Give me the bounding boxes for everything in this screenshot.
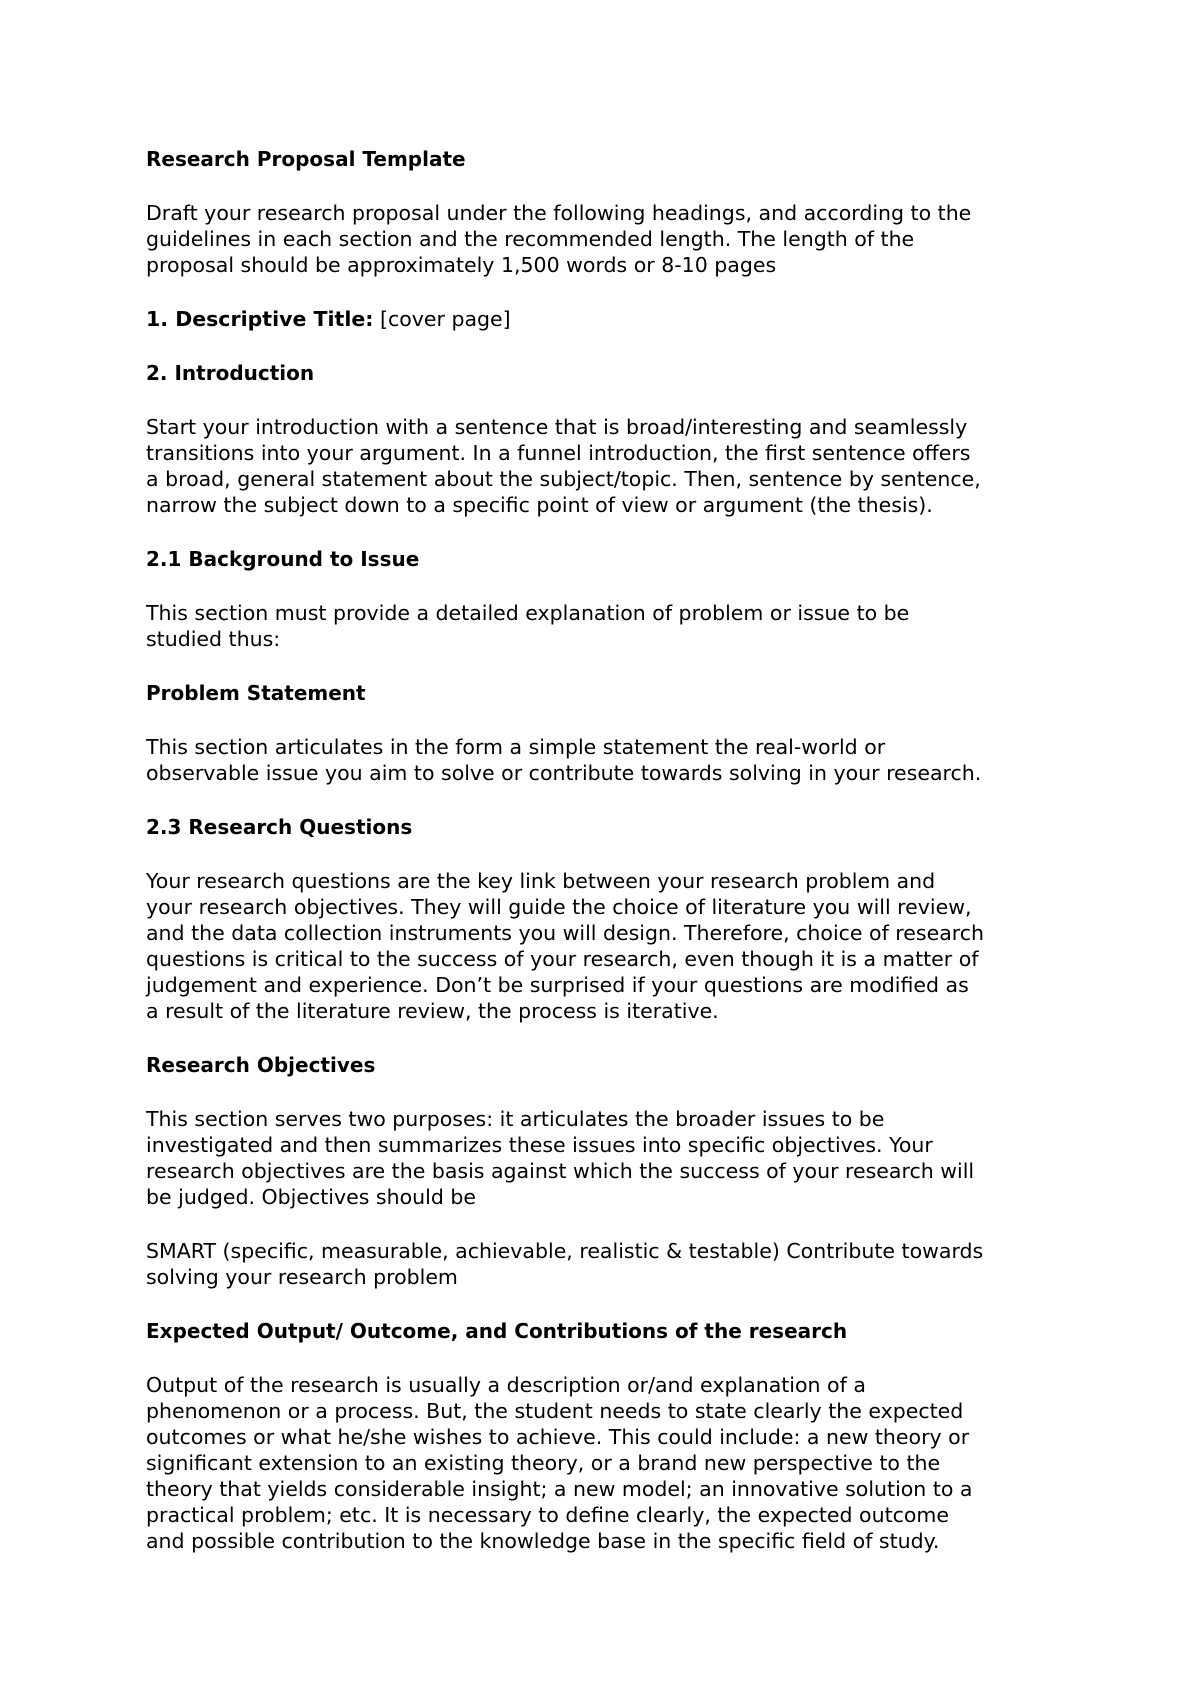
expected-output-line: outcomes or what he/she wishes to achieve. This could include: a new theory or [146,1425,970,1449]
research-questions-line: judgement and experience. Don’t be surprised if your questions are modified as [146,973,969,997]
expected-output-heading: Expected Output/ Outcome, and Contributions of the research [146,1319,848,1343]
intro-paragraph [146,200,1096,278]
intro-line: Draft your research proposal under the following headings, and according to the [146,201,972,225]
introduction-line: Start your introduction with a sentence that is broad/interesting and seamlessly [146,415,968,439]
descriptive-title-value: [cover page] [373,307,511,331]
research-questions-line: a result of the literature review, the process is iterative. [146,999,719,1023]
expected-output-line: theory that yields considerable insight; a new model; an innovative solution to a [146,1477,973,1501]
descriptive-title-line [146,306,1096,332]
research-objectives-heading: Research Objectives [146,1053,376,1077]
expected-output-line: Output of the research is usually a description or/and explanation of a [146,1373,866,1397]
research-objectives-line: This section serves two purposes: it articulates the broader issues to be [146,1107,885,1131]
expected-output-line: practical problem; etc. It is necessary to define clearly, the expected outcome [146,1503,950,1527]
intro-line: proposal should be approximately 1,500 words or 8-10 pages [146,253,777,277]
research-questions-paragraph [146,868,1096,1024]
research-objectives-paragraph [146,1106,1096,1210]
intro-line: guidelines in each section and the recommended length. The length of the [146,227,915,251]
background-heading: 2.1 Background to Issue [146,547,420,571]
research-questions-line: questions is critical to the success of your research, even though it is a matter of [146,947,979,971]
introduction-heading: 2. Introduction [146,361,315,385]
problem-statement-line: This section articulates in the form a simple statement the real-world or [146,735,886,759]
background-paragraph [146,600,1096,652]
research-questions-line: and the data collection instruments you will design. Therefore, choice of research [146,921,984,945]
background-line: studied thus: [146,627,281,651]
document-body [146,146,1096,1582]
problem-statement-heading: Problem Statement [146,681,366,705]
smart-line: solving your research problem [146,1265,458,1289]
research-objectives-line: be judged. Objectives should be [146,1185,476,1209]
introduction-paragraph [146,414,1096,518]
expected-output-line: phenomenon or a process. But, the student needs to state clearly the expected [146,1399,964,1423]
research-questions-line: Your research questions are the key link between your research problem and [146,869,936,893]
research-questions-heading: 2.3 Research Questions [146,815,413,839]
introduction-line: a broad, general statement about the subject/topic. Then, sentence by sentence, [146,467,981,491]
expected-output-line: significant extension to an existing theory, or a brand new perspective to the [146,1451,941,1475]
introduction-line: narrow the subject down to a specific point of view or argument (the thesis). [146,493,933,517]
expected-output-paragraph [146,1372,1096,1554]
introduction-line: transitions into your argument. In a funnel introduction, the first sentence offers [146,441,971,465]
smart-line: SMART (specific, measurable, achievable, realistic & testable) Contribute towards [146,1239,984,1263]
document-title: Research Proposal Template [146,147,466,171]
research-questions-line: your research objectives. They will guide the choice of literature you will review, [146,895,972,919]
problem-statement-line: observable issue you aim to solve or contribute towards solving in your research. [146,761,982,785]
expected-output-line: and possible contribution to the knowledge base in the specific field of study. [146,1529,940,1553]
research-objectives-line: research objectives are the basis against which the success of your research will [146,1159,975,1183]
research-objectives-line: investigated and then summarizes these issues into specific objectives. Your [146,1133,933,1157]
smart-paragraph [146,1238,1096,1290]
descriptive-title-label: 1. Descriptive Title: [146,307,374,331]
background-line: This section must provide a detailed explanation of problem or issue to be [146,601,910,625]
problem-statement-paragraph [146,734,1096,786]
